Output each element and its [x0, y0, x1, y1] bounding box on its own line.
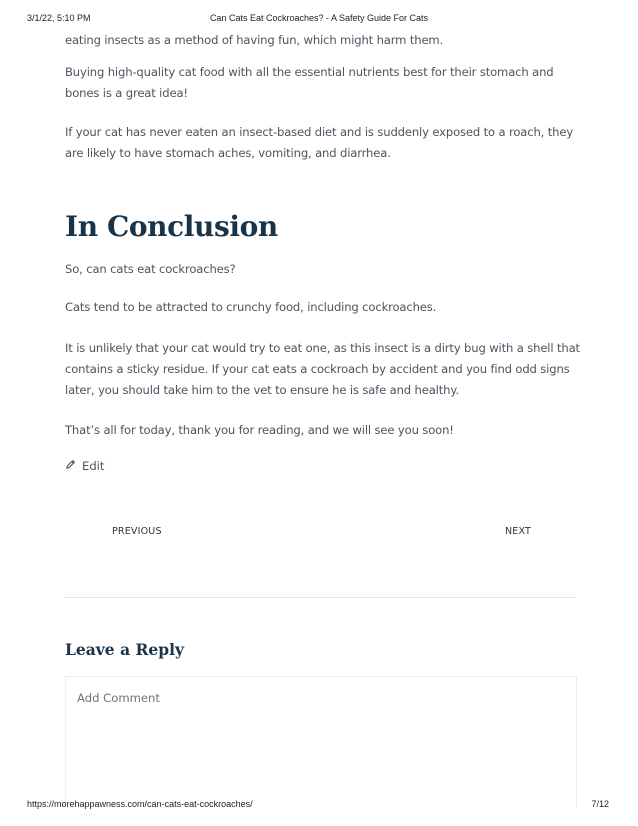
edit-link[interactable]	[65, 456, 104, 476]
print-header	[0, 13, 638, 25]
print-datetime: 3/1/22, 5:10 PM	[27, 13, 91, 23]
page-number: 7/12	[591, 799, 609, 809]
paragraph: Buying high-quality cat food with all the essential nutrients best for their stomach and bones is a great idea!	[65, 65, 554, 100]
leave-reply-heading: Leave a Reply	[65, 640, 184, 659]
previous-post-link[interactable]: PREVIOUS	[112, 526, 162, 537]
paragraph: So, can cats eat cockroaches?	[65, 262, 236, 276]
pencil-icon	[65, 459, 76, 473]
paragraph: That’s all for today, thank you for reading, and we will see you soon!	[65, 423, 454, 437]
section-heading-conclusion: In Conclusion	[65, 210, 278, 243]
print-title: Can Cats Eat Cockroaches? - A Safety Guide For Cats	[209, 13, 429, 23]
comment-placeholder: Add Comment	[77, 691, 160, 705]
comment-textarea[interactable]	[65, 676, 577, 807]
paragraph: It is unlikely that your cat would try to eat one, as this insect is a dirty bug with a shell that contains a sticky residue. If your cat eats a cockroach by accident and you find odd signs later, you should take him to the vet to ensure he is safe and healthy.	[65, 341, 580, 397]
paragraph: If your cat has never eaten an insect-based diet and is suddenly exposed to a roach, they are likely to have stomach aches, vomiting, and diarrhea.	[65, 125, 574, 160]
print-footer	[0, 799, 638, 811]
divider	[65, 597, 576, 598]
page-url: https://morehappawness.com/can-cats-eat-cockroaches/	[27, 799, 253, 809]
next-post-link[interactable]: NEXT	[505, 526, 532, 537]
paragraph: eating insects as a method of having fun, which might harm them.	[65, 33, 444, 47]
edit-label: Edit	[82, 459, 105, 473]
paragraph: Cats tend to be attracted to crunchy food, including cockroaches.	[65, 300, 437, 314]
